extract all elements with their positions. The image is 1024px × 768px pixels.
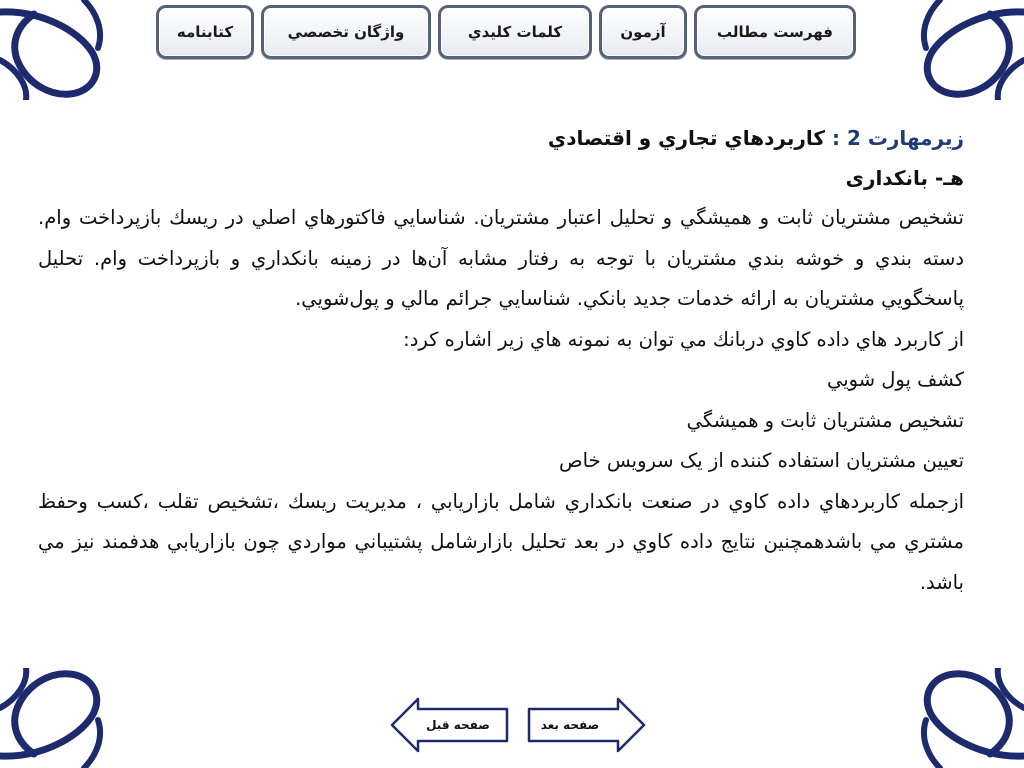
previous-page-label: صفحه قبل <box>426 718 490 732</box>
subsection-heading: هـ- بانكداری <box>845 166 964 190</box>
next-page-button[interactable] <box>526 696 646 754</box>
corner-ornament-top-right <box>899 0 1024 100</box>
nav-glossary-button[interactable]: واژگان تخصصي <box>261 5 431 59</box>
corner-ornament-top-left <box>0 0 125 100</box>
paragraph-banking-applications: تشخيص مشتريان ثابت و هميشگي و تحليل اعتبار مشتريان. شناسايي فاكتورهاي اصلي در ريسك بازپرداخت وام. دسته بندي و خوشه بندي مشتريان با توجه به رفتار مشابه آن‌ها در زمينه بانكداري و بازپرداخت وام. تحليل پاسخگويي مشتريان به ارائه خدمات جديد بانكي. شناسايي جرائم مالي و پول‌شويي. <box>38 206 964 310</box>
corner-ornament-bottom-left <box>0 668 125 768</box>
previous-page-button[interactable] <box>390 696 510 754</box>
example-item: تعيين مشتريان استفاده كننده از يک سرويس خاص <box>559 449 964 472</box>
example-item: كشف پول شويي <box>826 368 964 391</box>
example-item: تشخيص مشتريان ثابت و هميشگي <box>686 408 964 432</box>
section-heading-title: كاربردهاي تجاري و اقتصادي <box>547 126 825 150</box>
section-heading <box>38 118 964 158</box>
examples-intro: از كاربرد هاي داده كاوي دربانك مي توان به نمونه هاي زير اشاره كرد: <box>403 327 964 351</box>
nav-keywords-button[interactable]: كلمات كليدي <box>438 5 592 59</box>
nav-toc-button[interactable]: فهرست مطالب <box>694 5 856 59</box>
nav-quiz-button[interactable]: آزمون <box>599 5 687 59</box>
section-heading-prefix: زيرمهارت 2 : <box>831 126 964 150</box>
next-page-label: صفحه بعد <box>540 718 600 732</box>
paragraph-summary: ازجمله كاربردهاي داده كاوي در صنعت بانكداري شامل بازاريابي ، مديريت ريسك ،تشخيص تقلب ،كسب وحفظ مشتري مي باشدهمچنين نتايج داده كاوي در بعد تحليل بازارشامل پشتيباني مواردي چون بازاريابي هدفمند نيز مي باشد. <box>38 489 964 594</box>
lesson-content <box>38 118 964 603</box>
top-navigation <box>156 4 856 60</box>
corner-ornament-bottom-right <box>899 668 1024 768</box>
nav-bibliography-button[interactable]: كتابنامه <box>156 5 254 59</box>
